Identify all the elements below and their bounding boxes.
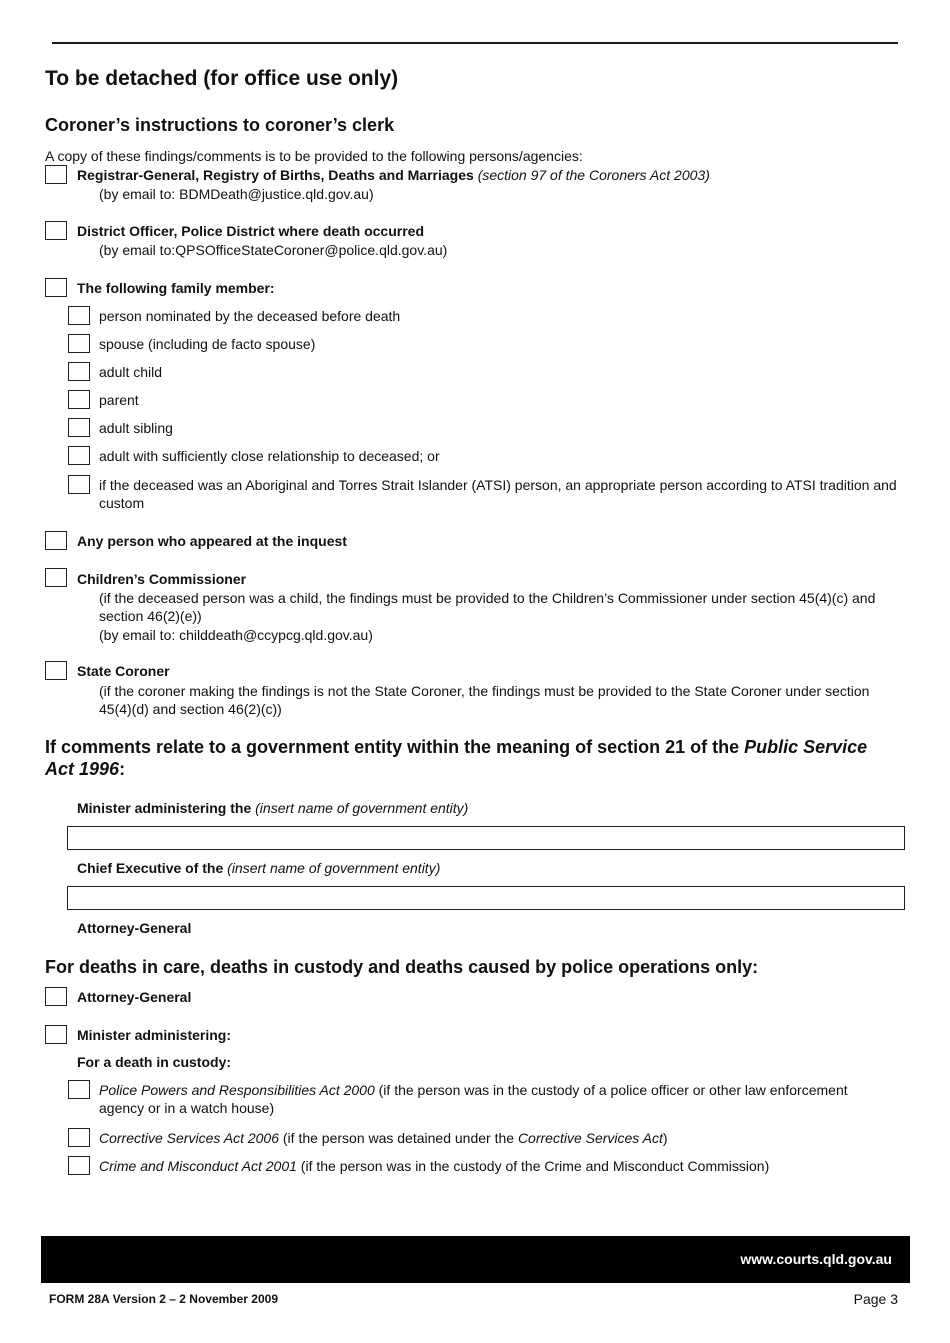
district-officer-label: District Officer, Police District where death occurred bbox=[77, 223, 424, 239]
government-entity-heading-colon: : bbox=[119, 759, 126, 779]
state-coroner-label: State Coroner bbox=[77, 663, 170, 679]
custody-act-condition: (if the person was in the custody of a police officer or other law enforcement agency or in a watch house) bbox=[99, 1082, 848, 1116]
family-item-label: parent bbox=[99, 392, 139, 408]
inquest-person-label: Any person who appeared at the inquest bbox=[77, 533, 347, 549]
government-entity-heading bbox=[45, 736, 875, 780]
family-member-label: The following family member: bbox=[77, 280, 275, 296]
deaths-in-care-heading: For deaths in care, deaths in custody and deaths caused by police operations only: bbox=[45, 957, 759, 977]
family-item-label: adult with sufficiently close relationship to deceased; or bbox=[99, 448, 440, 464]
custody-act-label bbox=[99, 1157, 769, 1175]
minister-field-label: Minister administering the bbox=[77, 800, 252, 816]
minister-administering-label: Minister administering: bbox=[77, 1027, 232, 1043]
minister-entity-input[interactable] bbox=[67, 826, 905, 850]
custody-act-label bbox=[99, 1129, 668, 1147]
custody-act-checkbox[interactable] bbox=[68, 1156, 90, 1175]
childrens-commissioner-label: Children’s Commissioner bbox=[77, 571, 247, 587]
family-item-checkbox[interactable] bbox=[68, 390, 90, 409]
chief-executive-field-label: Chief Executive of the bbox=[77, 860, 224, 876]
chief-executive-field-caption bbox=[77, 859, 440, 877]
registrar-row bbox=[77, 166, 710, 184]
family-item-checkbox[interactable] bbox=[68, 362, 90, 381]
family-item-checkbox[interactable] bbox=[68, 306, 90, 325]
registrar-checkbox[interactable] bbox=[45, 165, 67, 184]
page-number: Page 3 bbox=[853, 1291, 898, 1307]
minister-field-caption bbox=[77, 799, 468, 817]
registrar-label: Registrar-General, Registry of Births, Deaths and Marriages bbox=[77, 167, 474, 183]
custody-act-title: Crime and Misconduct Act 2001 bbox=[99, 1158, 297, 1174]
custody-act-label bbox=[99, 1081, 889, 1117]
custody-act-title: Corrective Services Act bbox=[517, 1130, 663, 1146]
footer-bar bbox=[41, 1236, 910, 1283]
top-rule bbox=[52, 42, 898, 44]
chief-executive-entity-input[interactable] bbox=[67, 886, 905, 910]
family-item-label: if the deceased was an Aboriginal and Torres Strait Islander (ATSI) person, an appropriate person according to ATSI tradition and custom bbox=[99, 477, 897, 511]
page-title: To be detached (for office use only) bbox=[45, 67, 399, 90]
family-item-label: adult sibling bbox=[99, 420, 173, 436]
registrar-ref: (section 97 of the Coroners Act 2003) bbox=[477, 167, 710, 183]
footer-website-link[interactable]: www.courts.qld.gov.au bbox=[740, 1251, 892, 1267]
childrens-commissioner-checkbox[interactable] bbox=[45, 568, 67, 587]
minister-administering-checkbox[interactable] bbox=[45, 1025, 67, 1044]
custody-act-title: Corrective Services Act 2006 bbox=[99, 1130, 279, 1146]
intro-text: A copy of these findings/comments is to be provided to the following persons/agencies: bbox=[45, 148, 583, 164]
death-in-custody-label: For a death in custody: bbox=[77, 1054, 232, 1070]
family-item-checkbox[interactable] bbox=[68, 418, 90, 437]
minister-field-hint: (insert name of government entity) bbox=[255, 800, 469, 816]
government-entity-heading-text: If comments relate to a government entity within the meaning of section 21 of the bbox=[45, 737, 745, 757]
state-coroner-note: (if the coroner making the findings is not the State Coroner, the findings must be provided to the State Coroner under section 45(4)(d) and section 46(2)(c)) bbox=[99, 683, 870, 717]
childrens-commissioner-note: (if the deceased person was a child, the findings must be provided to the Children’s Commissioner under section 45(4)(c) and section 46(2)(e)) bbox=[99, 590, 876, 624]
custody-act-checkbox[interactable] bbox=[68, 1080, 90, 1099]
custody-act-checkbox[interactable] bbox=[68, 1128, 90, 1147]
registrar-email: (by email to: BDMDeath@justice.qld.gov.au) bbox=[99, 186, 374, 202]
family-member-checkbox[interactable] bbox=[45, 278, 67, 297]
chief-executive-field-hint: (insert name of government entity) bbox=[227, 860, 441, 876]
public-service-act-title: Public Service Act 1996 bbox=[45, 737, 868, 779]
inquest-person-checkbox[interactable] bbox=[45, 531, 67, 550]
custody-act-condition: ) bbox=[662, 1130, 668, 1146]
district-officer-email: (by email to:QPSOfficeStateCoroner@police.qld.gov.au) bbox=[99, 242, 448, 258]
state-coroner-checkbox[interactable] bbox=[45, 661, 67, 680]
family-item-checkbox[interactable] bbox=[68, 446, 90, 465]
clerk-instructions-heading: Coroner’s instructions to coroner’s clerk bbox=[45, 115, 395, 135]
custody-act-title: Police Powers and Responsibilities Act 2000 bbox=[99, 1082, 375, 1098]
custody-act-condition: (if the person was in the custody of the Crime and Misconduct Commission) bbox=[296, 1158, 770, 1174]
attorney-general-checkbox[interactable] bbox=[45, 987, 67, 1006]
childrens-commissioner-email: (by email to: childdeath@ccypcg.qld.gov.au) bbox=[99, 627, 373, 643]
family-item-label: person nominated by the deceased before death bbox=[99, 308, 401, 324]
district-officer-checkbox[interactable] bbox=[45, 221, 67, 240]
family-item-checkbox[interactable] bbox=[68, 334, 90, 353]
custody-act-condition: (if the person was detained under the bbox=[279, 1130, 518, 1146]
family-item-label: spouse (including de facto spouse) bbox=[99, 336, 316, 352]
attorney-general-label: Attorney-General bbox=[77, 989, 192, 1005]
family-item-label: adult child bbox=[99, 364, 163, 380]
attorney-general-label: Attorney-General bbox=[77, 920, 192, 936]
family-item-checkbox[interactable] bbox=[68, 475, 90, 494]
form-identifier: FORM 28A Version 2 – 2 November 2009 bbox=[49, 1292, 278, 1306]
